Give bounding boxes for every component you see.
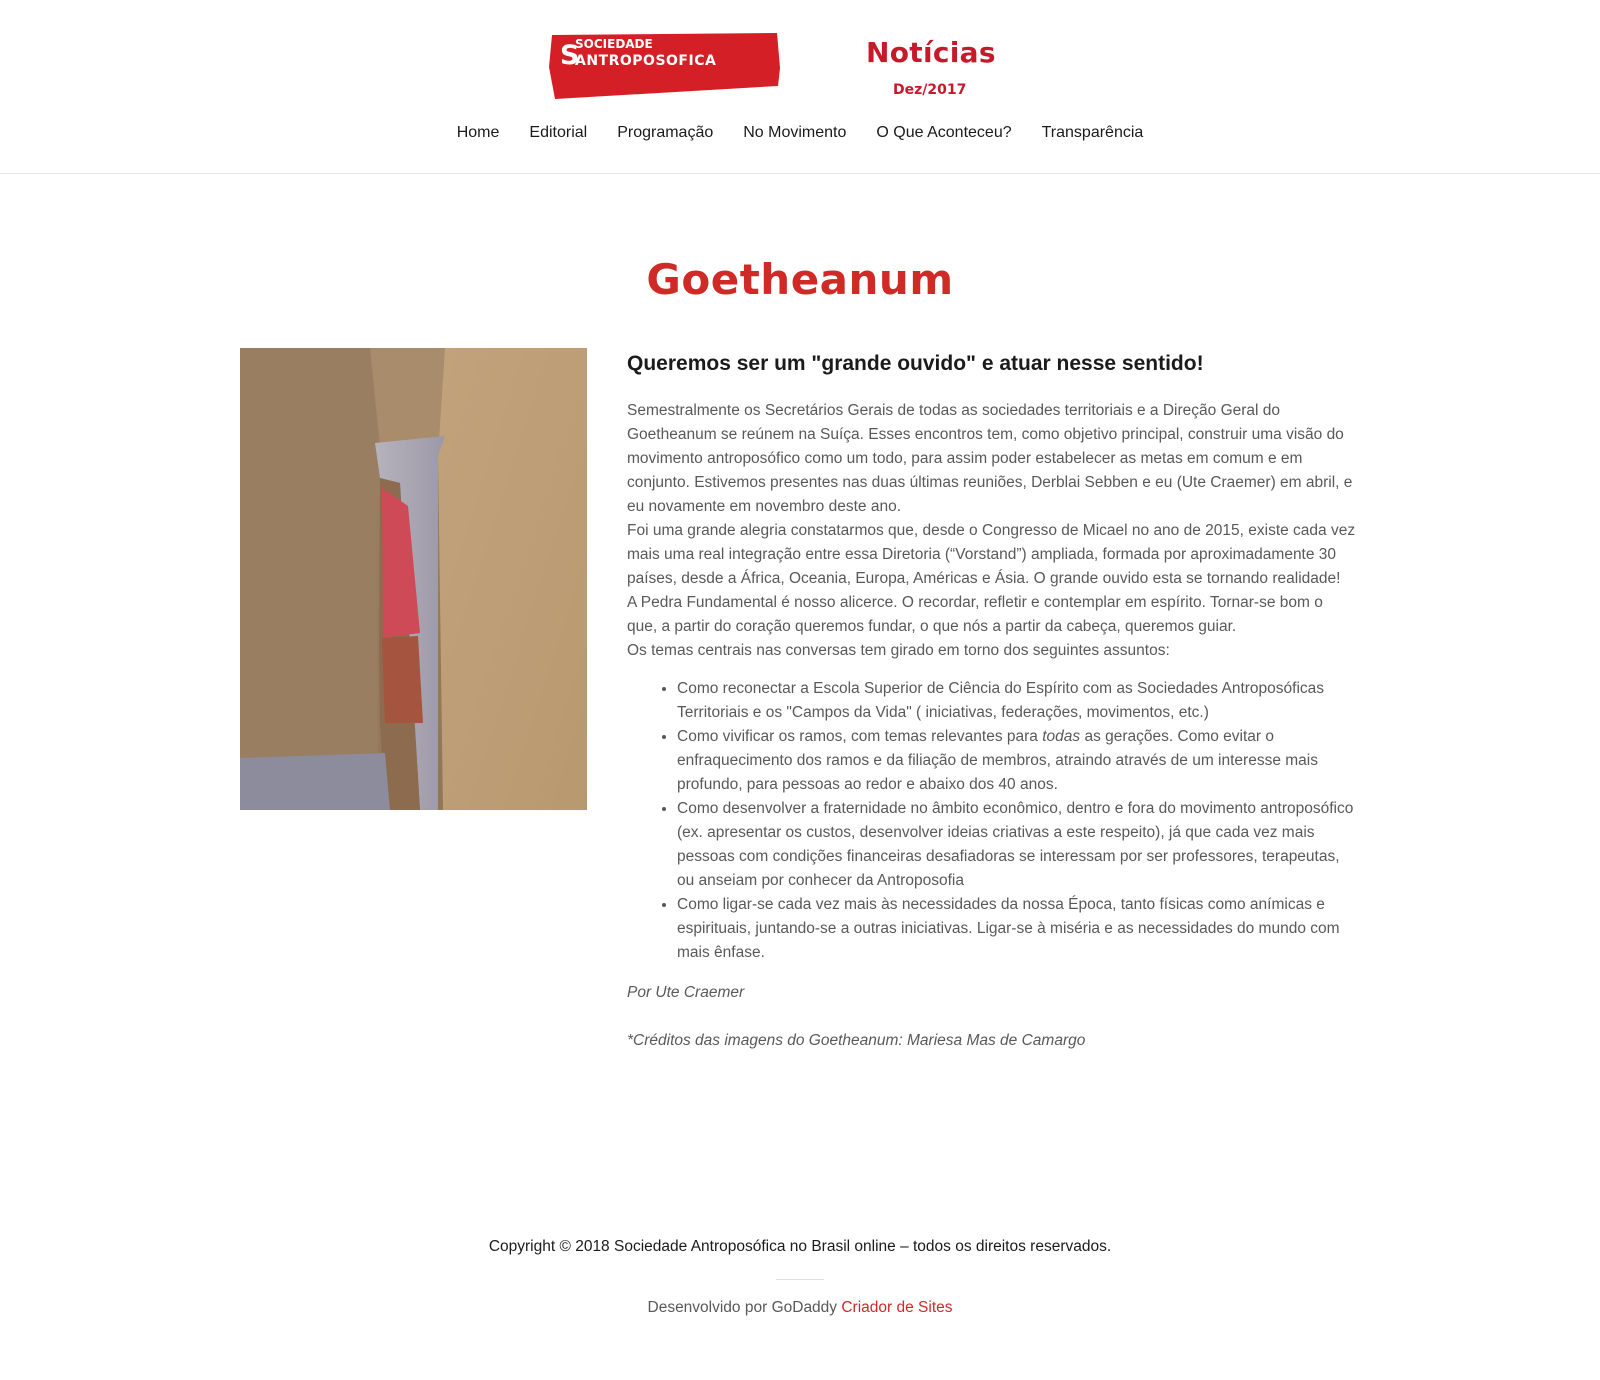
- nav-editorial[interactable]: Editorial: [529, 124, 588, 141]
- footer-divider: [776, 1279, 824, 1280]
- image-credits: *Créditos das imagens do Goetheanum: Mariesa Mas de Camargo: [627, 1032, 1086, 1049]
- nav-no-movimento[interactable]: No Movimento: [743, 124, 847, 141]
- article-paragraph: A Pedra Fundamental é nosso alicerce. O recordar, refletir e contemplar em espírito. Tornar-se bom o que, a partir do coração queremos fundar, o que nós a partir da cabeça, queremos guiar.: [627, 594, 1323, 635]
- logo-line-2: ANTROPOSOFICA: [575, 53, 717, 69]
- list-item: • Como ligar-se cada vez mais às necessidades da nossa Época, tanto físicas como anímicas e espirituais, juntando-se a outras iniciativas. Ligar-se à miséria e as necessidades do mundo com mais ênfase.: [677, 893, 1357, 965]
- article-paragraph: Semestralmente os Secretários Gerais de todas as sociedades territoriais e a Direção Geral do Goetheanum se reúnem na Suíça. Esses encontros tem, como objetivo principal, construir uma visão do movimento antroposófico como um todo, para assim poder estabelecer as metas em comum e em conjunto. Estivemos presentes nas duas últimas reuniões, Derblai Sebben e eu (Ute Craemer) em abril, e eu novamente em novembro deste ano.: [627, 402, 1353, 515]
- article-subtitle: Queremos ser um "grande ouvido" e atuar nesse sentido!: [627, 352, 1204, 375]
- nav-o-que-aconteceu[interactable]: O Que Aconteceu?: [876, 124, 1012, 141]
- logo-graphic: [549, 32, 783, 102]
- list-item-text: as gerações. Como evitar o enfraquecimento dos ramos e da filiação de membros, atraindo através de um interesse mais profundo, para pessoas ao redor e abaixo dos 40 anos.: [677, 728, 1318, 793]
- page-title: Goetheanum: [646, 255, 954, 304]
- powered-by-text: Desenvolvido por GoDaddy: [647, 1299, 842, 1316]
- list-item-emphasis: todas: [1042, 728, 1081, 745]
- site-header: [0, 0, 1600, 174]
- article-paragraph: Os temas centrais nas conversas tem girado em torno dos seguintes assuntos:: [627, 642, 1170, 659]
- nav-programacao[interactable]: Programação: [617, 124, 714, 141]
- goetheanum-photo: [240, 348, 587, 810]
- site-builder-link[interactable]: Criador de Sites: [841, 1299, 953, 1316]
- nav-home[interactable]: Home: [456, 124, 500, 141]
- powered-by: [0, 1299, 1600, 1317]
- main-nav: [0, 124, 1600, 142]
- logo-line-1: SOCIEDADE: [575, 37, 653, 51]
- section-title: Notícias: [866, 36, 996, 69]
- list-item: [677, 725, 1357, 797]
- list-item: • Como desenvolver a fraternidade no âmbito econômico, dentro e fora do movimento antroposófico (ex. apresentar os custos, desenvolver ideias criativas a este respeito), já que cada vez mais pessoas com condições financeiras desafiadoras se interessam por ser professores, terapeutas, ou anseiam por conhecer da Antroposofia: [677, 797, 1357, 893]
- article-byline: Por Ute Craemer: [627, 984, 745, 1001]
- copyright-text: Copyright © 2018 Sociedade Antroposófica no Brasil online – todos os direitos reservados.: [488, 1238, 1112, 1255]
- topics-list: [677, 677, 1357, 965]
- list-item-text: Como vivificar os ramos, com temas relevantes para: [677, 728, 1043, 745]
- article-content: [627, 349, 1357, 1053]
- site-logo[interactable]: [549, 32, 783, 102]
- nav-transparencia[interactable]: Transparência: [1041, 124, 1144, 141]
- list-item: • Como reconectar a Escola Superior de Ciência do Espírito com as Sociedades Antroposóficas Territoriais e os "Campos da Vida" ( iniciativas, federações, movimentos, etc.): [677, 677, 1357, 725]
- svg-text:S: S: [560, 40, 580, 71]
- article-paragraph: Foi uma grande alegria constatarmos que, desde o Congresso de Micael no ano de 2015, existe cada vez mais uma real integração entre essa Diretoria (“Vorstand”) ampliada, formada por aproximadamente 30 países, desde a África, Oceania, Europa, Américas e Ásia. O grande ouvido esta se tornando realidade!: [627, 522, 1356, 587]
- edition-date: Dez/2017: [893, 82, 967, 98]
